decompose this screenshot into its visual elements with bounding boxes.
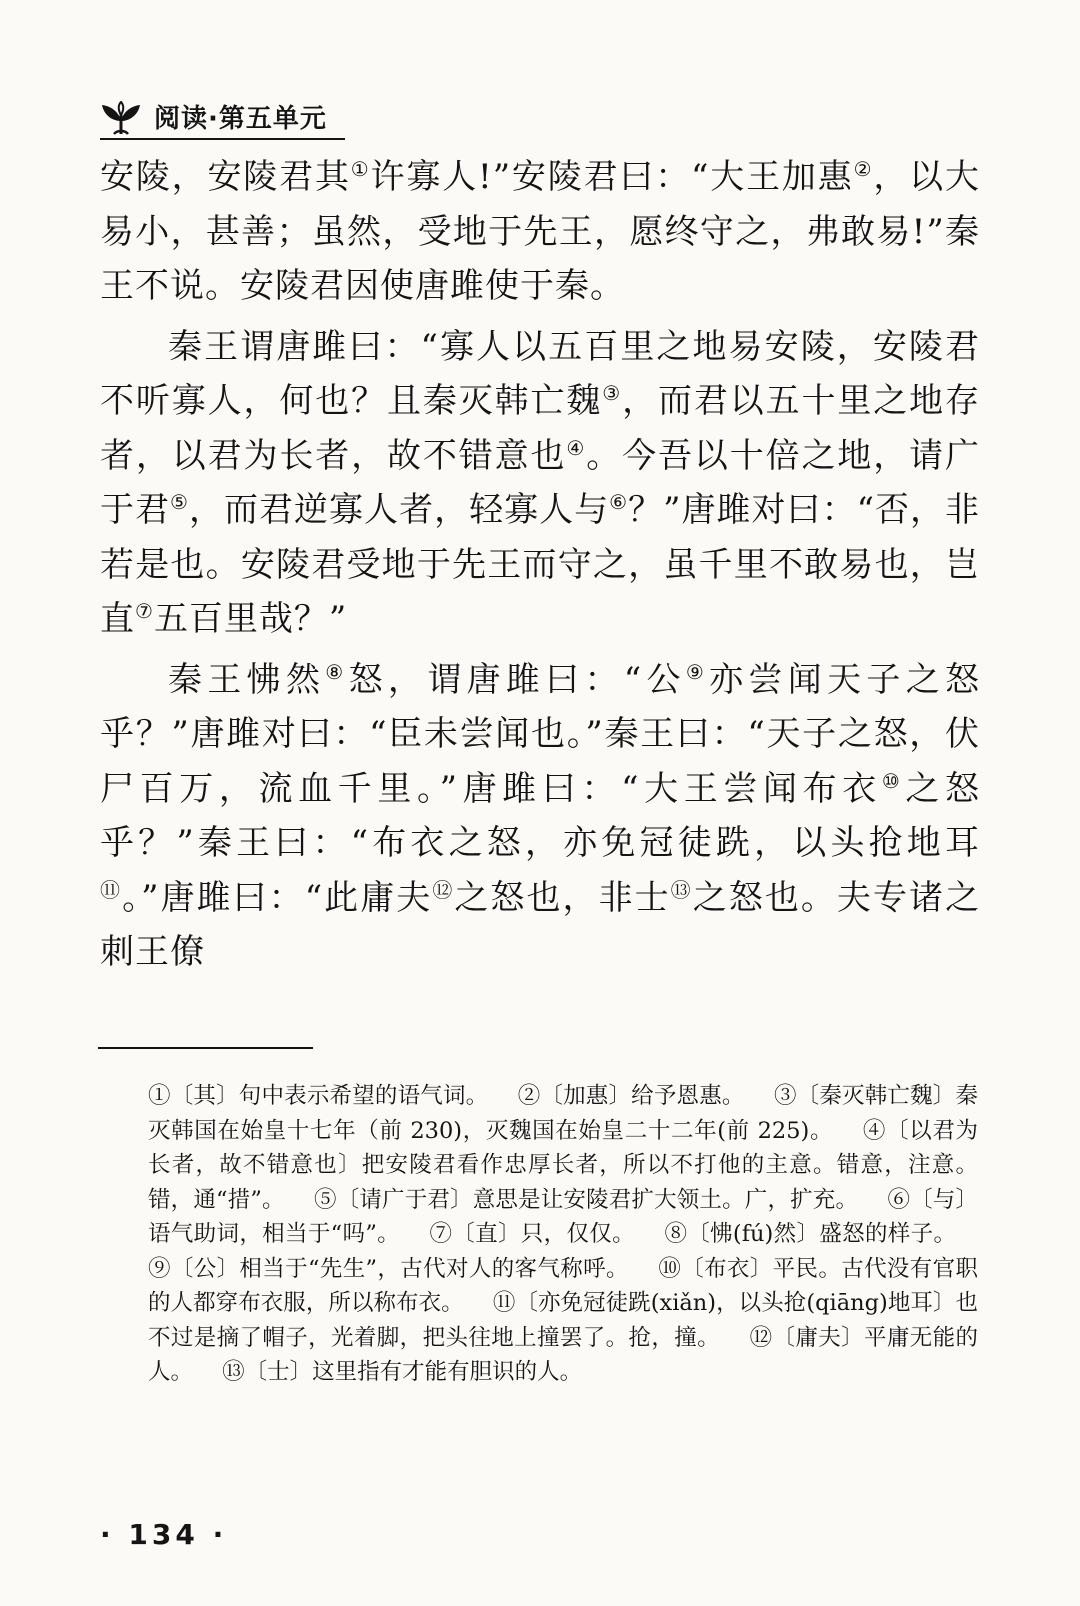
footnote-ref-1: ① [350,157,371,181]
footnote-ref-11: ⑪ [100,877,123,902]
header-title: 阅读·第五单元 [154,104,327,134]
footnote-11: ⑪〔亦免冠徒跣(xiǎn)，以头抢(qiāng)地耳〕也不过是摘了帽子，光着脚，把头往地上撞罢了。抢，撞。 [148,1290,978,1351]
footnote-10: ⑩〔布衣〕平民。古代没有官职的人都穿布衣服，所以称布衣。 [148,1255,978,1316]
main-text [100,150,980,980]
footnote-divider [98,1047,313,1049]
paragraph-2: 秦王谓唐雎曰：“寡人以五百里之地易安陵，安陵君不听寡人，何也？且秦灭韩亡魏③，而君以五十里之地存者，以君为长者，故不错意也④。今吾以十倍之地，请广于君⑤，而君逆寡人者，轻寡人与⑥？”唐雎对曰：“否，非若是也。安陵君受地于先王而守之，虽千里不敢易也，岂直⑦五百里哉？” [100,326,981,639]
running-header [100,98,327,135]
footnote-4: ④〔以君为长者，故不错意也〕把安陵君看作忠厚长者，所以不打他的主意。错意，注意。错，通“措”。 [148,1117,978,1213]
footnote-ref-12: ⑫ [432,877,455,902]
footnote-7: ⑦〔直〕只，仅仅。 [429,1221,635,1247]
footnote-ref-8: ⑧ [325,659,349,684]
footnote-ref-10: ⑩ [881,768,906,793]
page-number: · 134 · [100,1518,228,1551]
footnote-12: ⑫〔庸夫〕平庸无能的人。 [148,1324,978,1385]
paragraph-1: 安陵，安陵君其①许寡人!”安陵君曰：“大王加惠②，以大易小，甚善；虽然，受地于先王，愿终守之，弗敢易!”秦王不说。安陵君因使唐雎使于秦。 [100,157,980,306]
footnote-ref-3: ③ [602,381,623,405]
footnote-ref-6: ⑥ [609,490,629,514]
footnote-ref-7: ⑦ [135,599,154,623]
footnote-2: ②〔加惠〕给予恩惠。 [517,1083,745,1109]
footnote-3: ③〔秦灭韩亡魏〕秦灭韩国在始皇十七年（前 230)，灭魏国在始皇二十二年(前 225)。 [148,1083,978,1144]
footnote-1: ①〔其〕句中表示希望的语气词。 [148,1083,489,1109]
footnote-ref-13: ⑬ [670,877,693,902]
footnote-9: ⑨〔公〕相当于“先生”，古代对人的客气称呼。 [148,1255,629,1282]
footnote-6: ⑥〔与〕语气助词，相当于“吗”。 [148,1186,978,1247]
footnote-ref-4: ④ [566,435,587,460]
footnote-5: ⑤〔请广于君〕意思是让安陵君扩大领土。广，扩充。 [314,1186,859,1213]
leaf-sprout-icon [100,101,142,135]
footnote-ref-9: ⑨ [685,659,710,684]
footnote-ref-5: ⑤ [170,490,189,514]
footnote-13: ⑬〔士〕这里指有才能有胆识的人。 [222,1359,583,1385]
paragraph-3: 秦王怫然⑧怒，谓唐雎曰：“公⑨亦尝闻天子之怒乎？”唐雎对曰：“臣未尝闻也。”秦王曰：“天子之怒，伏尸百万，流血千里。”唐雎曰：“大王尝闻布衣⑩之怒乎？”秦王曰：“布衣之怒，亦免冠徒跣，以头抢地耳⑪。”唐雎曰：“此庸夫⑫之怒也，非士⑬之怒也。夫专诸之刺王僚 [100,659,981,972]
footnote-ref-2: ② [853,157,874,181]
header-underline [100,138,345,140]
footnotes [148,1079,978,1390]
footnote-8: ⑧〔怫(fú)然〕盛怒的样子。 [664,1221,956,1247]
